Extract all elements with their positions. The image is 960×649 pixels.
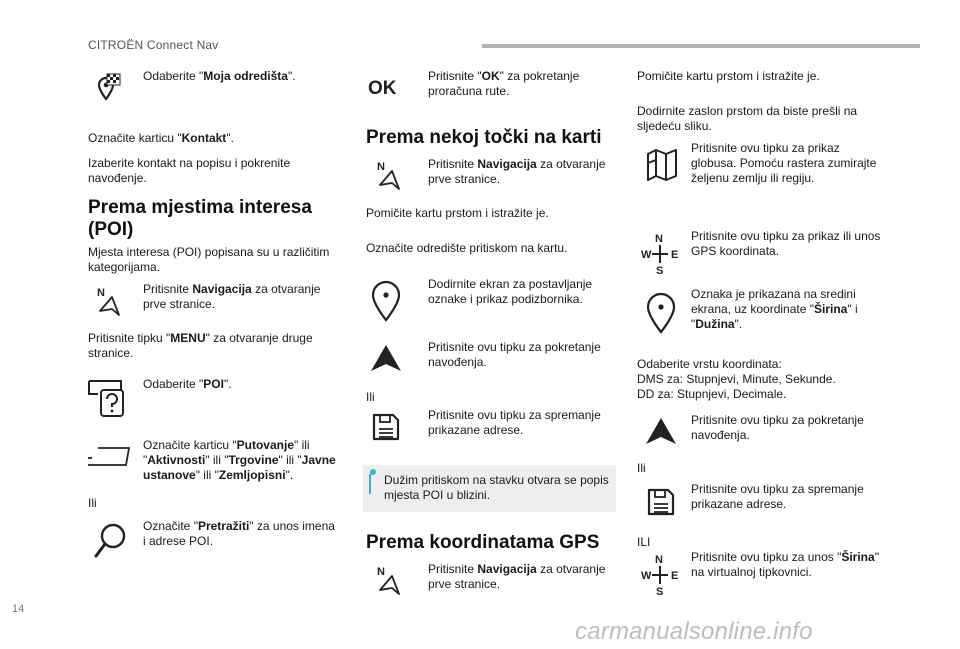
step-kontakt: Označite karticu "Kontakt". bbox=[88, 131, 234, 145]
step-mark-destination: Označite odredište pritiskom na kartu. bbox=[366, 241, 568, 255]
svg-text:W: W bbox=[641, 570, 652, 582]
step-ok: Pritisnite "OK" za pokretanje proračuna rute. bbox=[428, 69, 580, 98]
heading-poi: Prema mjestima interesa (POI) bbox=[88, 197, 312, 240]
navigation-icon bbox=[372, 157, 408, 193]
coord-types-line: DMS za: Stupnjevi, Minute, Sekunde. bbox=[637, 372, 836, 386]
ok-icon bbox=[368, 76, 410, 98]
navigation-icon bbox=[372, 562, 408, 598]
coord-types-line: Odaberite vrstu koordinata: bbox=[637, 357, 782, 371]
step-menu: Pritisnite tipku "MENU" za otvaranje druge stranice. bbox=[88, 331, 313, 360]
step-tabs: Označite karticu "Putovanje" ili "Aktivnosti" ili "Trgovine" ili "Javne ustanove" ili "Zemljopisni". bbox=[143, 438, 336, 482]
ili-label: Ili bbox=[637, 461, 646, 475]
step-navigacija: Pritisnite Navigacija za otvaranje prve stranice. bbox=[143, 282, 321, 311]
step-start-navigation: Pritisnite ovu tipku za pokretanje navođenja. bbox=[691, 413, 864, 442]
ili-label: Ili bbox=[88, 496, 97, 510]
poi-intro: Mjesta interesa (POI) popisana su u različitim kategorijama. bbox=[88, 245, 330, 274]
gps-compass-icon bbox=[640, 553, 680, 597]
step-poi: Odaberite "POI". bbox=[143, 377, 232, 391]
step-kontakt-nav: Izaberite kontakt na popisu i pokrenite navođenje. bbox=[88, 156, 291, 185]
svg-text:S: S bbox=[656, 586, 664, 597]
heading-gps: Prema koordinatama GPS bbox=[366, 532, 600, 553]
step-touch-screen: Dodirnite ekran za postavljanje oznake i prikaz podizbornika. bbox=[428, 277, 593, 306]
svg-text:OK: OK bbox=[368, 78, 397, 98]
globe-map-icon bbox=[644, 146, 680, 184]
svg-text:N: N bbox=[377, 161, 385, 173]
step-move-map-2: Pomičite kartu prstom i istražite je. bbox=[637, 69, 820, 83]
step-start-navigation: Pritisnite ovu tipku za pokretanje navođenja. bbox=[428, 340, 601, 369]
page-number: 14 bbox=[12, 603, 25, 615]
svg-text:N: N bbox=[655, 233, 663, 245]
save-icon bbox=[371, 412, 401, 442]
running-header: CITROËN Connect Nav bbox=[88, 38, 219, 52]
coord-types-line: DD za: Stupnjevi, Decimale. bbox=[637, 387, 787, 401]
step-save-address: Pritisnite ovu tipku za spremanje prikazane adrese. bbox=[691, 482, 864, 511]
step-navigacija-map: Pritisnite Navigacija za otvaranje prve stranice. bbox=[428, 157, 606, 186]
svg-text:N: N bbox=[377, 566, 385, 578]
navigation-icon bbox=[92, 283, 128, 319]
svg-text:E: E bbox=[671, 570, 679, 582]
step-globe: Pritisnite ovu tipku za prikaz globusa. Pomoću rastera zumirajte željenu zemlju ili regiju. bbox=[691, 141, 877, 185]
save-icon bbox=[646, 487, 676, 517]
start-navigation-icon bbox=[368, 343, 404, 373]
step-touch-next: Dodirnite zaslon prstom da biste prešli na sljedeću sliku. bbox=[637, 104, 858, 133]
info-bar bbox=[369, 474, 371, 494]
step-gps: Pritisnite ovu tipku za prikaz ili unos GPS koordinata. bbox=[691, 229, 881, 258]
svg-text:W: W bbox=[641, 249, 652, 261]
step-move-map: Pomičite kartu prstom i istražite je. bbox=[366, 206, 549, 220]
poi-question-icon bbox=[86, 377, 128, 417]
search-icon bbox=[92, 522, 128, 560]
gps-compass-icon bbox=[640, 232, 680, 276]
destination-flag-icon bbox=[90, 73, 126, 109]
ili-upper-label: ILI bbox=[637, 535, 651, 549]
heading-map-point: Prema nekoj točki na karti bbox=[366, 127, 602, 148]
step-latitude: Pritisnite ovu tipku za unos "Širina" na virtualnoj tipkovnici. bbox=[691, 550, 879, 579]
tab-folder-icon bbox=[86, 445, 130, 469]
step-save-address: Pritisnite ovu tipku za spremanje prikazane adrese. bbox=[428, 408, 601, 437]
ili-label: Ili bbox=[366, 390, 375, 404]
header-rule bbox=[482, 44, 920, 48]
step-destinations: Odaberite "Moja odredišta". bbox=[143, 69, 296, 83]
tip-text: Dužim pritiskom na stavku otvara se popis mjesta POI u blizini. bbox=[384, 473, 609, 502]
svg-text:N: N bbox=[97, 287, 105, 299]
step-search: Označite "Pretražiti" za unos imena i adrese POI. bbox=[143, 519, 335, 548]
watermark: carmanualsonline.info bbox=[575, 618, 813, 645]
map-pin-icon bbox=[645, 292, 677, 334]
step-marker: Oznaka je prikazana na sredini ekrana, uz koordinate "Širina" i "Dužina". bbox=[691, 287, 858, 331]
svg-text:N: N bbox=[655, 554, 663, 566]
step-navigacija-gps: Pritisnite Navigacija za otvaranje prve stranice. bbox=[428, 562, 606, 591]
svg-text:E: E bbox=[671, 249, 679, 261]
map-pin-icon bbox=[370, 280, 402, 322]
start-navigation-icon bbox=[643, 416, 679, 446]
tip-note bbox=[363, 465, 616, 512]
svg-text:S: S bbox=[656, 265, 664, 276]
